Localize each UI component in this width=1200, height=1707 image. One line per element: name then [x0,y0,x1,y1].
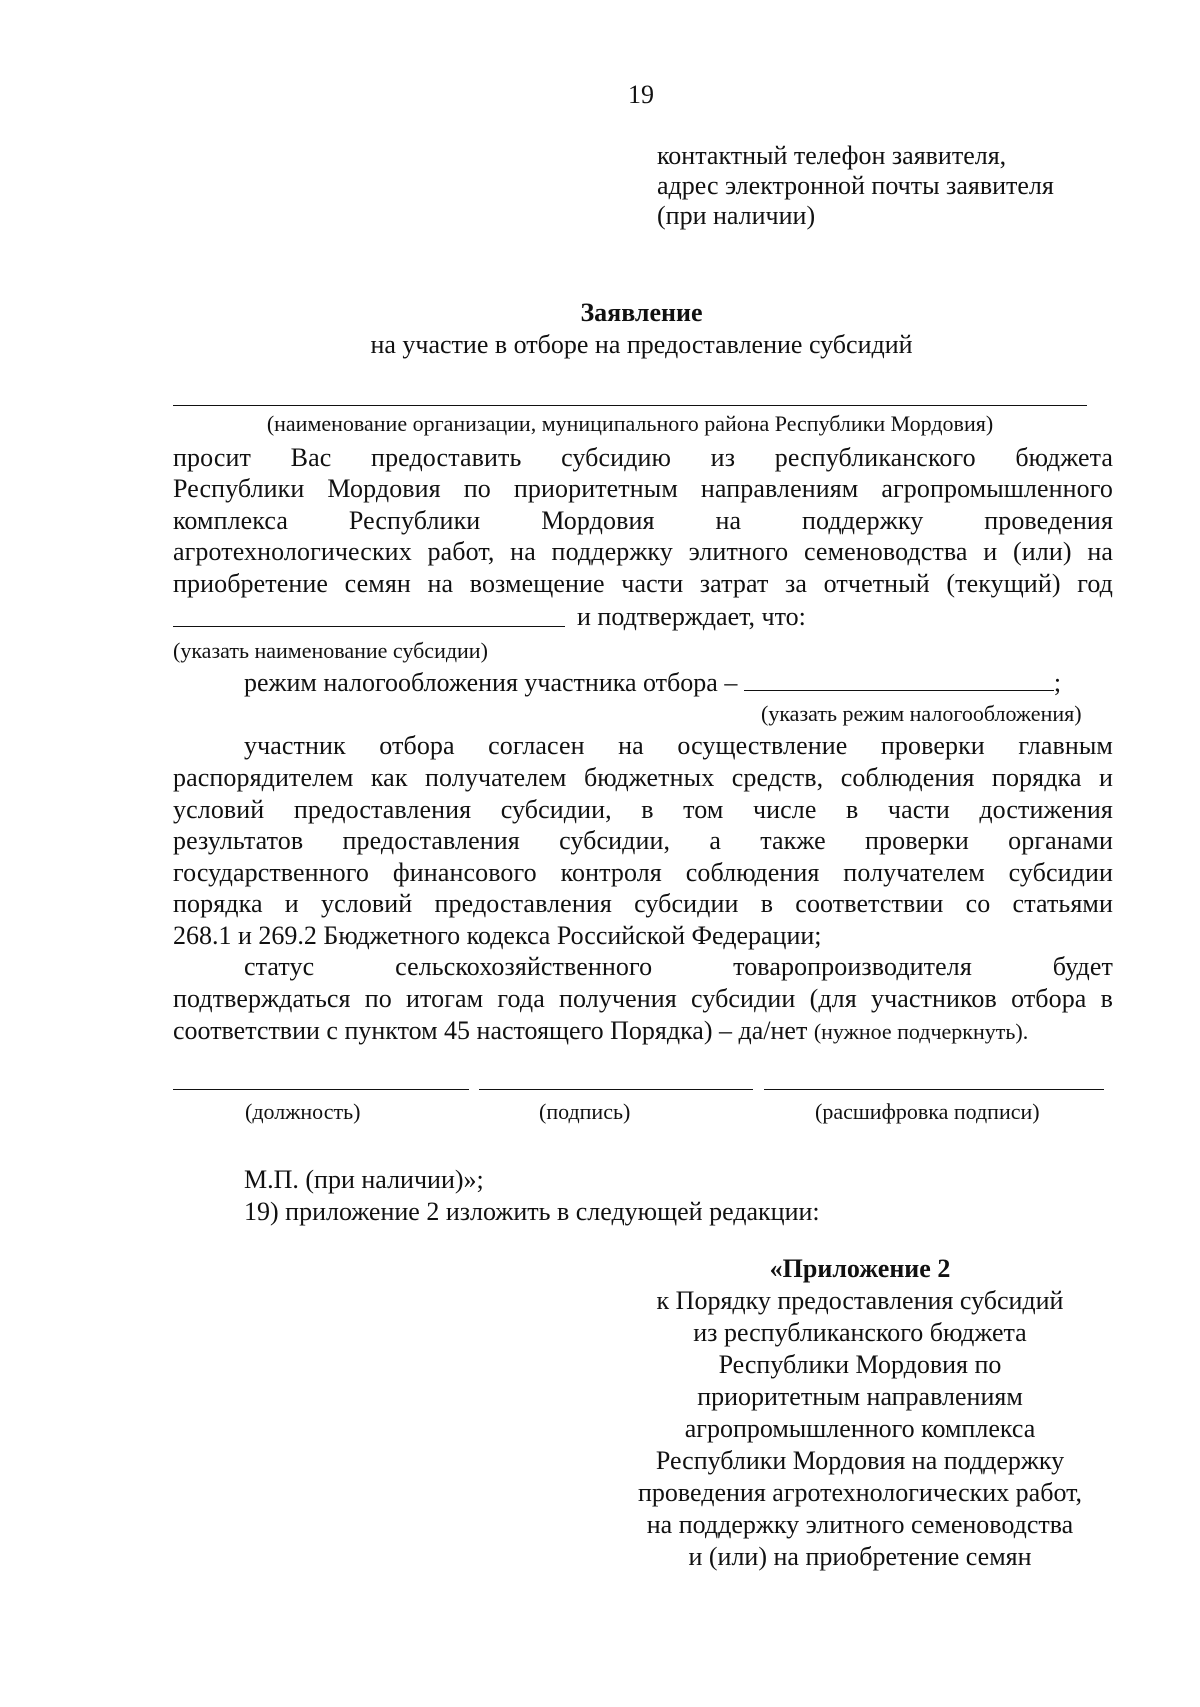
appendix-line-2: из республиканского бюджета [693,1318,1027,1347]
request-line-3: комплекса Республики Мордовия на поддержку проведения [173,506,1113,535]
consent-line-4: результатов предоставления субсидии, а также проверки органами [173,826,1113,855]
appendix-line-9: и (или) на приобретение семян [688,1542,1032,1571]
request-line-4: агротехнологических работ, на поддержку элитного семеноводства и (или) на [173,537,1113,566]
header-line-1: контактный телефон заявителя, [657,141,1007,170]
appendix-line-1: к Порядку предоставления субсидий [656,1286,1064,1315]
subsidy-name-caption: (указать наименование субсидии) [173,638,488,663]
status-line-3 [173,1016,1028,1046]
appendix-title: «Приложение 2 [769,1254,951,1283]
request-line-5: приобретение семян на возмещение части затрат за отчетный (текущий) год [173,569,1113,598]
document-title: Заявление [580,298,703,327]
signature-line [479,1089,753,1090]
consent-line-5: государственного финансового контроля соблюдения получателем субсидии [173,858,1113,887]
status-line-2: подтверждаться по итогам года получения субсидии (для участников отбора в [173,984,1113,1013]
status-note: (нужное подчеркнуть). [813,1019,1029,1044]
signature-caption: (подпись) [539,1099,631,1124]
header-line-2: адрес электронной почты заявителя [657,171,1054,200]
subsidy-name-line [173,626,565,627]
consent-line-6: порядка и условий предоставления субсидии в соответствии со статьями [173,889,1113,918]
status-line-3-text: соответствии с пунктом 45 настоящего Порядка) – да/нет [173,1016,808,1045]
consent-line-3: условий предоставления субсидии, в том числе в части достижения [173,795,1113,824]
stamp-text: М.П. (при наличии)»; [244,1165,484,1194]
request-line-1: просит Вас предоставить субсидию из республиканского бюджета [173,443,1113,472]
document-subtitle: на участие в отборе на предоставление субсидий [370,330,913,359]
tax-regime-paragraph [244,668,1061,698]
tax-regime-caption: (указать режим налогообложения) [761,701,1082,726]
appendix-line-5: агропромышленного комплекса [684,1414,1036,1443]
signature-decoding-line [764,1089,1104,1090]
consent-line-1: участник отбора согласен на осуществление проверки главным [244,731,1113,760]
org-name-line [173,405,1087,406]
consent-line-2: распорядителем как получателем бюджетных средств, соблюдения порядка и [173,763,1113,792]
appendix-line-7: проведения агротехнологических работ, [637,1478,1083,1507]
status-line-1: статус сельскохозяйственного товаропроизводителя будет [244,952,1113,981]
appendix-line-8: на поддержку элитного семеноводства [646,1510,1074,1539]
confirms-text: и подтверждает, что: [577,602,806,631]
amendment-text: 19) приложение 2 изложить в следующей редакции: [244,1197,820,1226]
tax-regime-line [744,668,1054,691]
appendix-line-6: Республики Мордовия на поддержку [655,1446,1065,1475]
page-number: 19 [628,80,654,109]
tax-regime-end: ; [1053,668,1062,697]
request-line-2: Республики Мордовия по приоритетным направлениям агропромышленного [173,474,1113,503]
appendix-line-3: Республики Мордовия по [718,1350,1002,1379]
consent-line-7: 268.1 и 269.2 Бюджетного кодекса Российской Федерации; [173,921,822,950]
header-line-3: (при наличии) [657,201,816,230]
signature-decoding-caption: (расшифровка подписи) [815,1099,1040,1124]
appendix-line-4: приоритетным направлениям [697,1382,1023,1411]
org-name-caption: (наименование организации, муниципального района Республики Мордовия) [266,411,994,436]
position-line [173,1089,469,1090]
position-caption: (должность) [245,1099,361,1124]
tax-regime-label: режим налогообложения участника отбора – [244,668,738,697]
